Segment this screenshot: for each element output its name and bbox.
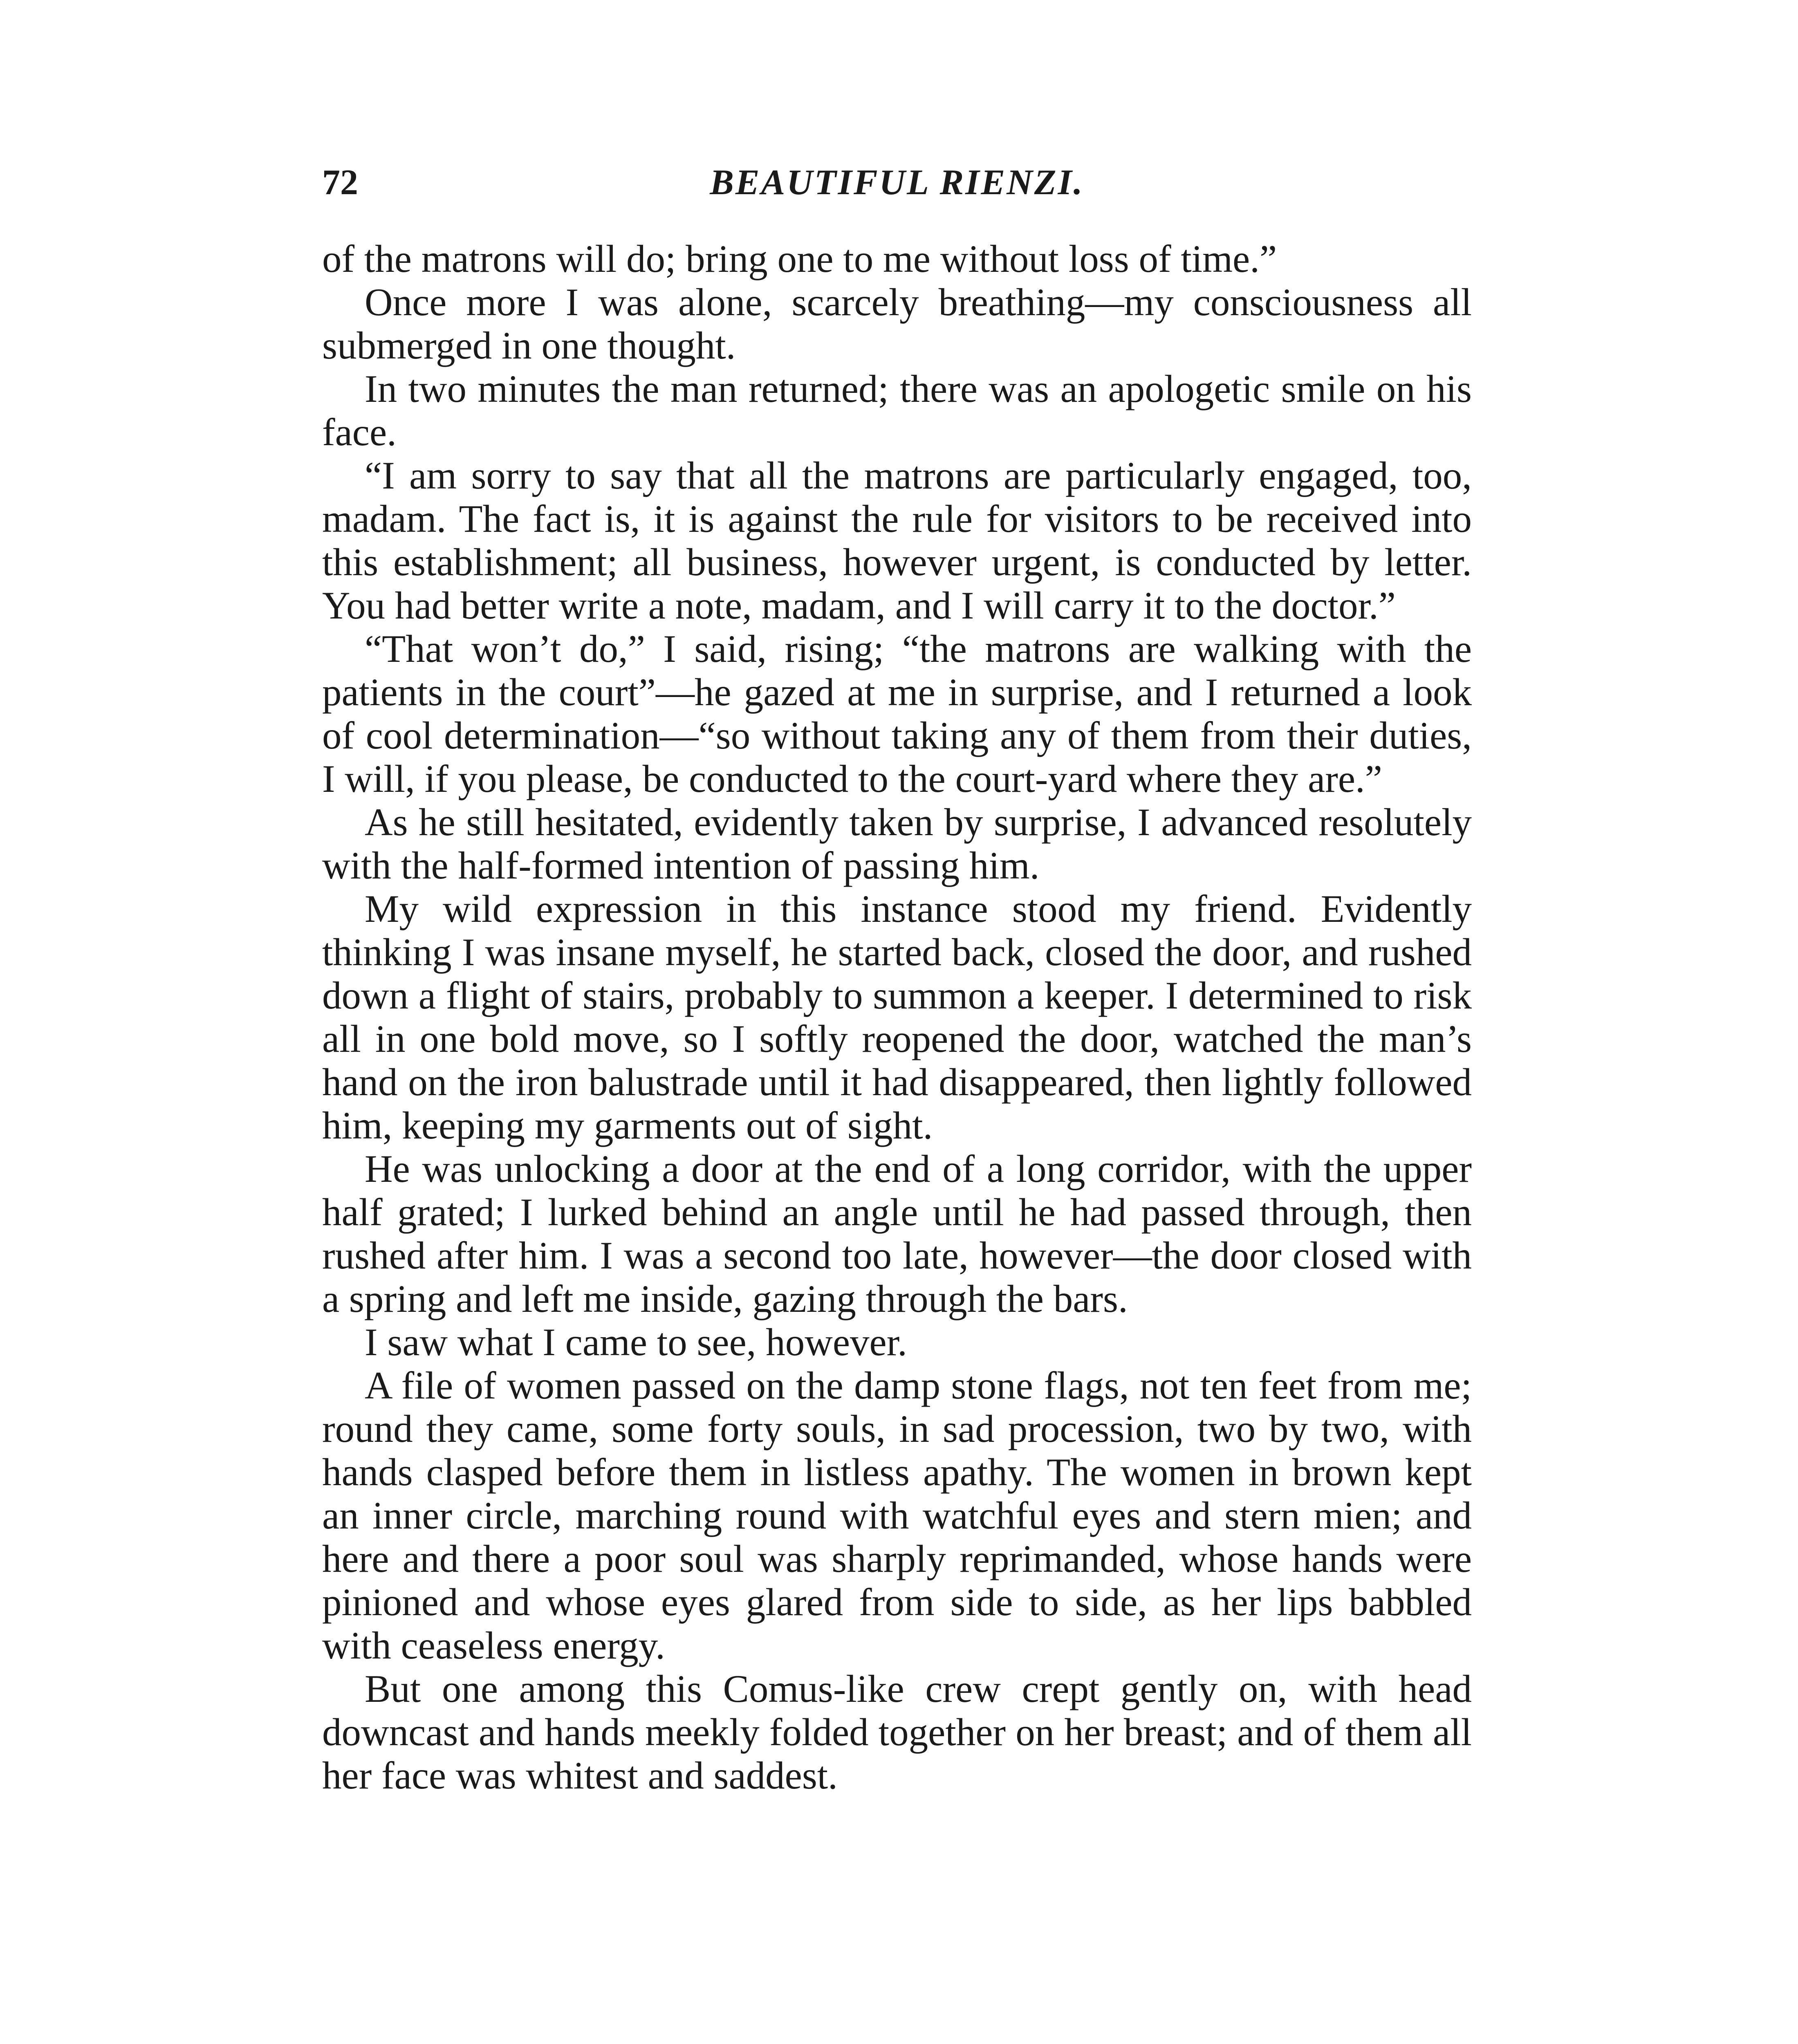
paragraph: As he still hesitated, evidently taken by surprise, I advanced resolutely with the half-formed intention of passing him. <box>322 800 1472 887</box>
running-title: BEAUTIFUL RIENZI. <box>710 163 1084 202</box>
page-number: 72 <box>322 163 358 202</box>
paragraph: I saw what I came to see, however. <box>365 1320 907 1364</box>
page-header <box>322 160 1472 205</box>
paragraph: In two minutes the man returned; there was an apologetic smile on his face. <box>322 367 1472 454</box>
paragraph: Once more I was alone, scarcely breathing—my consciousness all submerged in one thought. <box>322 280 1472 367</box>
body-text <box>322 237 1472 1797</box>
paragraph: My wild expression in this instance stood my friend. Evidently thinking I was insane myself, he started back, closed the door, and rushed down a flight of stairs, probably to summon a keeper. I determined to risk all in one bold move, so I softly reopened the door, watched the man’s hand on the iron balustrade until it had disappeared, then lightly followed him, keeping my garments out of sight. <box>322 887 1472 1147</box>
paragraph: of the matrons will do; bring one to me without loss of time.” <box>322 237 1277 280</box>
paragraph: He was unlocking a door at the end of a long corridor, with the upper half grated; I lurked behind an angle until he had passed through, then rushed after him. I was a second too late, however—the door closed with a spring and left me inside, gazing through the bars. <box>322 1147 1472 1320</box>
paragraph: A file of women passed on the damp stone flags, not ten feet from me; round they came, some forty souls, in sad procession, two by two, with hands clasped before them in listless apathy. The women in brown kept an inner circle, marching round with watchful eyes and stern mien; and here and there a poor soul was sharply reprimanded, whose hands were pinioned and whose eyes glared from side to side, as her lips babbled with ceaseless energy. <box>322 1364 1472 1667</box>
paragraph: “That won’t do,” I said, rising; “the matrons are walking with the patients in the court”—he gazed at me in surprise, and I returned a look of cool determination—“so without taking any of them from their duties, I will, if you please, be conducted to the court-yard where they are.” <box>322 627 1472 800</box>
paragraph: But one among this Comus-like crew crept gently on, with head downcast and hands meekly folded together on her breast; and of them all her face was whitest and saddest. <box>322 1667 1472 1797</box>
paragraph: “I am sorry to say that all the matrons are particularly engaged, too, madam. The fact is, it is against the rule for visitors to be received into this establishment; all business, however urgent, is conducted by letter. You had better write a note, madam, and I will carry it to the doctor.” <box>322 454 1472 627</box>
